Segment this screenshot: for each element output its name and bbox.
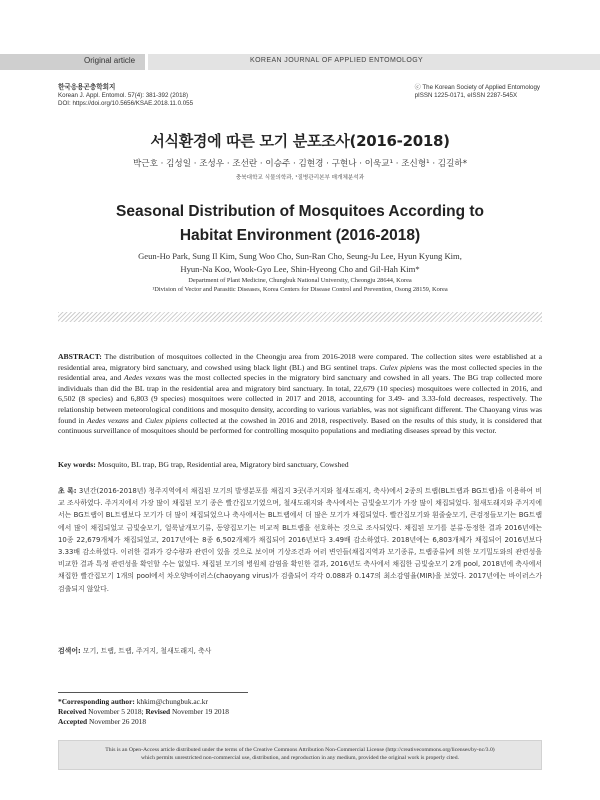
accepted xyxy=(58,717,229,727)
keywords-label: Key words: xyxy=(58,460,96,469)
header-band xyxy=(0,54,600,70)
footnote-rule xyxy=(58,692,248,693)
title-english-line1: Seasonal Distribution of Mosquitoes According to xyxy=(116,203,484,220)
doi-link[interactable]: DOI: https://doi.org/10.5656/KSAE.2018.11.0.055 xyxy=(58,100,194,107)
revised-label: Revised xyxy=(145,707,171,717)
author-email[interactable]: khkim@chungbuk.ac.kr xyxy=(134,697,208,706)
hatched-divider xyxy=(58,312,542,322)
license-line1: This is an Open-Access article distributed under the terms of the Creative Commons Attribution Non-Commercial License (http://creativecommons.org/licenses/by-nc/3.0) xyxy=(105,747,495,753)
accepted-date: November 26 2018 xyxy=(87,717,147,727)
keywords-ko-text: 모기, 트랩, 트랩, 주거지, 철새도래지, 축사 xyxy=(80,647,212,655)
license-line2: which permits unrestricted non-commercial use, distribution, and reproduction in any medium, provided the original work is properly cited. xyxy=(141,755,459,761)
abstract-english xyxy=(58,352,542,437)
accepted-label: Accepted xyxy=(58,717,88,727)
corresponding-author xyxy=(58,697,229,707)
license-box xyxy=(58,740,542,770)
abstract-text-part3: was the most collected species in the migratory bird sanctuary and cowshed in all years. The BG trap collected more individuals than did the BL trap in the residential area and migratory bird sanctuary. In total, 22,679 (10 species) mosquitoes were collected in 2016, and 6,502 (8 species) and 6,803 (9 species) mosquitoes were collected in 2017 and 2018, accounting for 3.49- and 3.33-fold decreases, respectively. The relationship between meteorological conditions and mosquito density, according to various variables, was not significant different. The Chaoyang virus was found in xyxy=(58,373,542,425)
title-english-line2: Habitat Environment (2016-2018) xyxy=(179,227,421,244)
authors-korean: 박근호 · 김성일 · 조성우 · 조선란 · 이승주 · 김현경 · 구현나 · 이욱교¹ · 조신형¹ · 김길하* xyxy=(133,159,467,169)
species-name: Aedes vexans xyxy=(86,415,129,425)
citation-block xyxy=(58,84,193,108)
species-name: Aedes vexans xyxy=(124,373,167,383)
society-block xyxy=(415,84,540,100)
received-revised xyxy=(58,707,229,717)
copyright-notice: ⓒ The Korean Society of Applied Entomology xyxy=(414,84,540,91)
received-label: Received xyxy=(58,707,87,717)
affiliation-english xyxy=(0,276,600,294)
abstract-label: ABSTRACT: xyxy=(58,352,102,361)
authors-english-line2: Hyun-Na Koo, Wook-Gyo Lee, Shin-Hyeong Cho and Gil-Hah Kim* xyxy=(180,264,420,274)
received-date: November 5 2018; xyxy=(86,707,146,717)
journal-name-ko: 한국응용곤충학회지 xyxy=(58,84,116,91)
affiliation-english-line1: Department of Plant Medicine, Chungbuk National University, Cheongju 28644, Korea xyxy=(188,277,412,284)
abstract-ko-label: 초 록: xyxy=(58,487,77,495)
abstract-ko-text: 3년간(2016-2018년) 청주지역에서 채집된 모기의 발생분포를 채집지 3곳(주거지와 철새도래지, 축사)에서 2종의 트랩(BL트랩과 BG트랩)을 이용하여 비교 조사하였다. 주거지에서 가장 많이 채집된 모기 종은 빨간집모기였으며, 철새도래지와 축사에서는 금빛숲모기가 가장 많이 채집되었다. 철새도래지와 주거지에서는 BG트랩이 BL트랩보다 모기가 더 많이 채집되었으나 축사에서는 BL트랩에서 더 많은 모기가 채집되었다. 빨간집모기와 흰줄숲모기, 큰검정들모기는 BG트랩에서 많이 채집되었고 금빛숲모기, 얼룩날개모기류, 동양집모기는 비교적 BL트랩을 선호하는 것으로 조사되었다. 채집된 모기를 분류·동정한 결과 2016년에는 10종 22,679개체가 채집되었고, 2017년에는 8종 6,502개체가 채집되어 2016년보다 3.49배 감소하였다. 2018년에는 6,803개체가 채집되어 2016년보다 3.33배 감소하였다. 이러한 결과가 강수량과 관련이 있을 것으로 보이며 기상조건과 여러 변인들(채집지역과 모기종류, 트랩종류)에 의한 모기밀도와의 관련성을 비교한 결과 특정 관련성을 확인할 수는 없었다. 채집된 모기의 병원체 감염을 확인한 결과, 2016년도 축사에서 채집한 금빛숲모기 2개 pool, 2018년에 축사에서 채집한 빨간집모기 1개의 pool에서 차오양바이러스(chaoyang virus)가 검출되어 각각 0.088과 0.147의 최소감염율(MIR)을 보였다. 2017년에는 바이러스가 검출되지 않았다. xyxy=(58,487,542,593)
article-type-label: Original article xyxy=(84,56,136,65)
issn-info: pISSN 1225-0171, eISSN 2287-545X xyxy=(414,92,518,99)
abstract-korean xyxy=(58,485,542,595)
keywords-korean xyxy=(58,646,542,656)
journal-name: KOREAN JOURNAL OF APPLIED ENTOMOLOGY xyxy=(250,57,424,64)
journal-reference: Korean J. Appl. Entomol. 57(4): 381-392 (2018) xyxy=(58,92,189,99)
title-english xyxy=(0,200,600,248)
title-korean: 서식환경에 따른 모기 분포조사(2016-2018) xyxy=(150,132,450,150)
species-name: Culex pipiens xyxy=(144,415,188,425)
keywords-ko-label: 검색어: xyxy=(58,647,81,655)
revised-date: November 19 2018 xyxy=(170,707,230,717)
abstract-text-part5: collected at the cowshed in 2016 and 2018, respectively. Based on the results of this study, it is considered that continuous surveillance of mosquitoes should be performed for controlling mosquito populations and mediating diseases spread by this vector. xyxy=(58,415,542,436)
abstract-text-part4: and xyxy=(128,415,145,425)
corresponding-author-label: *Corresponding author: xyxy=(58,697,135,706)
keywords-text: Mosquito, BL trap, BG trap, Residential area, Migratory bird sanctuary, Cowshed xyxy=(95,460,349,469)
affiliation-english-line2: ¹Division of Vector and Parasitic Diseases, Korea Centers for Disease Control and Prevention, Osong 28159, Korea xyxy=(152,286,448,293)
affiliation-korean: 충북대학교 식물의학과, ¹질병관리본부 매개체분석과 xyxy=(235,175,365,181)
keywords-english xyxy=(58,460,542,471)
authors-english-line1: Geun-Ho Park, Sung Il Kim, Sung Woo Cho, Sun-Ran Cho, Seung-Ju Lee, Hyun Kyung Kim, xyxy=(138,251,462,261)
species-name: Culex pipiens xyxy=(379,362,423,372)
abstract-text-part2: was the most collected species in the residential area, and xyxy=(58,362,542,383)
authors-english xyxy=(0,250,600,276)
correspondence-block xyxy=(58,697,229,728)
abstract-text-part1: The distribution of mosquitoes collected in the Cheongju area from 2016-2018 were compared. The collection sites were established at a residential area, migratory bird sanctuary, and cowshed using black light (BL) and BG sentinel traps. xyxy=(58,352,542,372)
